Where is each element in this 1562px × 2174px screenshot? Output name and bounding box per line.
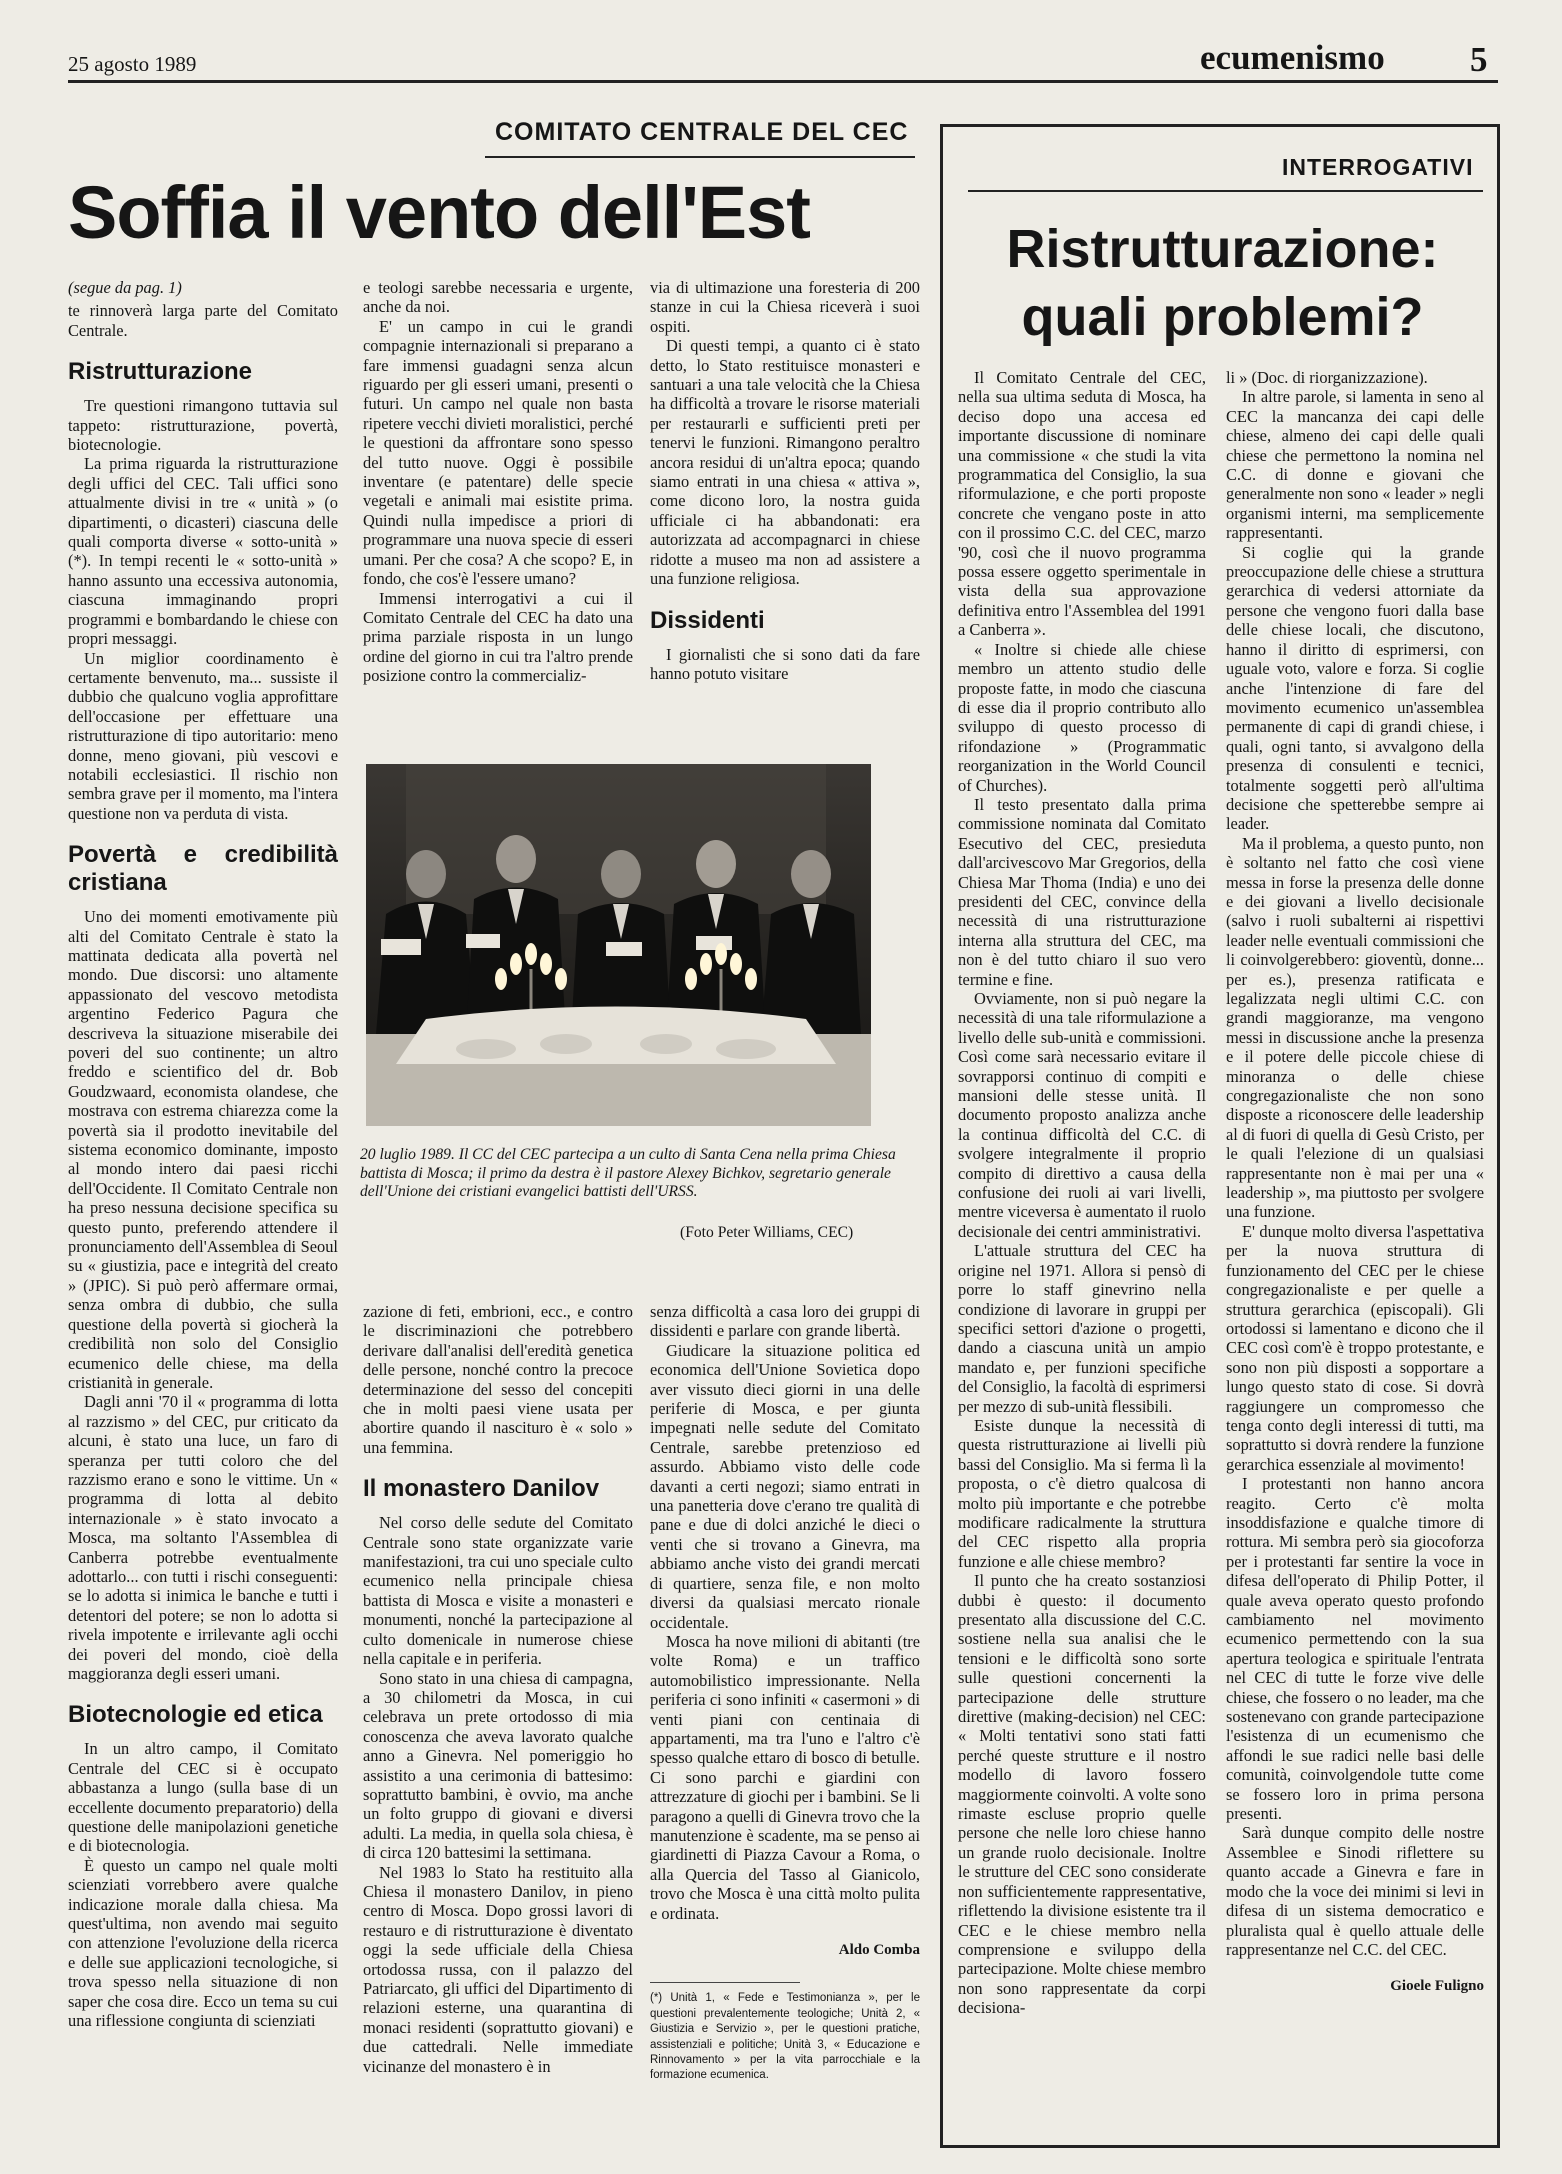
paragraph: La prima riguarda la ristrutturazione degli uffici del CEC. Tali uffici sono attualmente divisi in tre « unità » (o dipartimenti, o dicasteri) ciascuna delle quali comporta diverse « sotto-unità » (*). In tempi recenti le « sotto-unità » hanno assunto una eccessiva autonomia, ciascuna immaginando propri programmi e bombardando le chiese con propri messaggi. (68, 454, 338, 649)
paragraph: senza difficoltà a casa loro dei gruppi di dissidenti e parlare con grande libertà. (650, 1302, 920, 1341)
church-ceremony-photo (366, 764, 871, 1126)
paragraph: via di ultimazione una foresteria di 200 stanze in cui la Chiesa riceverà i suoi ospiti. (650, 278, 920, 336)
paragraph: Giudicare la situazione politica ed economica dell'Unione Sovietica dopo aver vissuto dieci giorni in una delle periferie di Mosca, e per giunta impegnati nelle sedute del Comitato Centrale, sarebbe pretenzioso ed assurdo. Abbiamo visto delle code davanti a certi negozi; siamo entrati in una panetteria dove c'erano tre qualità di pane e due di dolci anziché le dieci o venti che si trovano a Ginevra, ma abbiamo anche visto dei grandi mercati di quartiere, senza file, e non molto diversi da qualsiasi mercato rionale occidentale. (650, 1340, 920, 1632)
paragraph: Sono stato in una chiesa di campagna, a 30 chilometri da Mosca, in cui celebrava un prete ortodosso di mia conoscenza che aveva lavorato qualche anno a Ginevra. Nel pomeriggio ho assistito a una cerimonia di battesimo: soprattutto bambini, è ovvio, ma anche un folto gruppo di giovani e diversi adulti. La media, in quella sola chiesa, è di circa 120 battesimi la settimana. (363, 1668, 633, 1863)
paragraph: Il testo presentato dalla prima commissione nominata dal Comitato Esecutivo del CEC, presieduta dall'arcivescovo Mar Gregorios, della Chiesa Mar Thoma (India) e uno dei presidenti del CEC, convince della necessità di una ristrutturazione interna alla struttura del CEC, ma non è del tutto chiaro il suo vero termine e fine. (958, 794, 1206, 989)
news-photo (366, 764, 871, 1126)
paragraph: È questo un campo nel quale molti scienziati vorrebbero avere qualche indicazione morale dalla chiesa. Ma quest'ultima, non avendo mai seguito con attenzione l'evoluzione della ricerca e delle sue applicazioni tecnologiche, si trova spesso nella situazione di non saper che cosa dire. Ecco un tema su cui una riflessione congiunta di scienziati (68, 1855, 338, 2031)
kicker-rule (485, 156, 915, 158)
page-number: 5 (1470, 40, 1488, 79)
paragraph: zazione di feti, embrioni, ecc., e contro le discriminazioni che potrebbero derivare dall'analisi dell'eredità genetica delle persone, nonché contro la precoce determinazione del sesso del concepiti che in molti paesi viene usata per abortire quando il nascituro è « solo » una femmina. (363, 1302, 633, 1457)
header-rule (68, 80, 1498, 83)
footnote: (*) Unità 1, « Fede e Testimonianza », per le questioni prevalentemente teologiche; Unità 2, « Giustizia e Servizio », per le questioni pratiche, assistenziali e politiche; Unità 3, « Educazione e Rinnovamento » per la vita parrocchiale e la formazione ecumenica. (650, 1992, 920, 2082)
sidebar-column-2 (1226, 368, 1484, 1997)
paragraph: Mosca ha nove milioni di abitanti (tre volte Roma) e un traffico automobilistico impressionante. Nella periferia ci sono infiniti « casermoni » di venti piani con centinaia di appartamenti, ma tra l'uno e l'altro c'è spesso qualche ettaro di bosco di betulle. Ci sono parchi e giardini con attrezzature di giochi per i bambini. Se li paragono a quelli di Ginevra trovo che la manutenzione è scadente, ma se penso ai giardinetti di Piazza Cavour a Roma, o alla Quercia del Tasso al Gianicolo, trovo che Mosca è una città molto pulita e ordinata. (650, 1631, 920, 1923)
paragraph: Ma il problema, a questo punto, non è soltanto nel fatto che così viene messa in forse la presenza delle donne e dei giovani a livello decisionale (salvo i ruoli subalterni ai rispettivi leader nelle eventuali commissioni che li coinvolgerebbero: gioventù, donne... per es.), presenza ratificata e legalizzata negli ultimi C.C. con grandi maggioranze, ma vengono messi in discussione anche la presenza e il potere delle piccole chiese di minoranza o delle chiese congregazionaliste che non sono disposte a riconoscere delle leadership al di fuori di quella di Gesù Cristo, per le quali l'elezione di un qualsiasi rappresentante non è mai per una « leadership », ma piuttosto per svolgere una funzione. (1226, 833, 1484, 1222)
subheading-ristrutturazione: Ristrutturazione (68, 358, 253, 386)
paragraph: L'attuale struttura del CEC ha origine nel 1971. Allora si pensò di porre lo staff ginevrino nella condizione di lavorare in gruppi per specifici settori d'azione o progetti, dando a ciascuna unità un ampio mandato e, per funzioni specifiche del Consiglio, la facoltà di esprimersi per mezzo di sub-unità flessibili. (958, 1241, 1206, 1416)
article-column-3-bottom (650, 1302, 920, 2084)
paragraph: Immensi interrogativi a cui il Comitato Centrale del CEC ha dato una prima parziale risposta in un lungo ordine del giorno in cui tra l'altro prende posizione contro la commercializ- (363, 588, 633, 686)
paragraph: te rinnoverà larga parte del Comitato Centrale. (68, 301, 338, 340)
subheading-poverta: Povertà e credibilità cristiana (68, 841, 338, 897)
paragraph: Nel 1983 lo Stato ha restituito alla Chiesa il monastero Danilov, in pieno centro di Mosca. Dopo grossi lavori di restauro e di ristrutturazione è diventato oggi la sede ufficiale della Chiesa ortodossa russa, con il palazzo del Patriarcato, gli uffici del Dipartimento di relazioni esterne, una quarantina di monaci residenti (soprattutto giovani) e due cattedrali. Nelle immediate vicinanze del monastero è in (363, 1862, 633, 2076)
paragraph: In altre parole, si lamenta in seno al CEC la mancanza dei capi delle chiese, almeno dei capi delle quali chiese che permettono la nomina nel C.C. di donne e giovani che generalmente non sono « leader » negli organismi interni, ma semplicemente rappresentanti. (1226, 387, 1484, 543)
paragraph: In un altro campo, il Comitato Centrale del CEC si è occupato abbastanza a lungo (sulla base di un eccellente documento preparatorio) della questione delle manipolazioni genetiche e di biotecnologia. (68, 1739, 338, 1856)
sidebar-title: Ristrutturazione: quali problemi? (1006, 219, 1439, 347)
subheading-danilov: Il monastero Danilov (363, 1475, 600, 1503)
article-column-2-bottom (363, 1302, 633, 2076)
photo-credit: (Foto Peter Williams, CEC) (680, 1224, 854, 1241)
paragraph: Esiste dunque la necessità di questa ristrutturazione ai livelli più bassi del Consiglio. Ma si ferma lì la proposta, o c'è dietro qualcosa di molto più importante e che potrebbe modificare radicalmente la struttura del CEC rispetto alla propria funzione e alle chiese membro? (958, 1415, 1206, 1571)
paragraph: Il Comitato Centrale del CEC, nella sua ultima seduta di Mosca, ha deciso dopo una accesa ed importante discussione di nominare una commissione « che studi la vita programmatica del Consiglio, la sua riformulazione, e che porti proposte concrete che vengano poste in atto con il prossimo C.C. del CEC, marzo '90, così che il nuovo programma possa essere oggetto sperimentale in vista della sua approvazione definitiva entro l'Assemblea del 1991 a Canberra ». (958, 368, 1206, 640)
section-name: ecumenismo (1200, 38, 1385, 77)
article-kicker: COMITATO CENTRALE DEL CEC (495, 118, 909, 146)
article-column-2-top (363, 278, 633, 686)
sidebar-kicker-rule (968, 190, 1483, 192)
paragraph: E' un campo in cui le grandi compagnie internazionali si preparano a fare immensi guadagni senza alcun riguardo per gli esseri umani, presenti o futuri. Un campo nel quale non basta ripetere vecchi divieti moralistici, perché le questioni da affrontare sono spesso del tutto nuove. Oggi è possibile inventare (e patentare) delle specie vegetali e animali mai esistite prima. Quindi nulla impedisce a priori di programmare una nuova specie di esseri umani. Per che cosa? A che scopo? E, in fondo, che cos'è l'essere umano? (363, 316, 633, 589)
sidebar-column-1 (958, 368, 1206, 2018)
sidebar-kicker: INTERROGATIVI (1282, 154, 1474, 180)
paragraph: Sarà dunque compito delle nostre Assemblee e Sinodi riflettere su quanto accade a Ginevra e fare in modo che la voce dei minimi si levi in difesa di un sistema democratico e pluralista qual è quello attuale delle rappresentanze nel C.C. del CEC. (1226, 1823, 1484, 1959)
paragraph: Uno dei momenti emotivamente più alti del Comitato Centrale è stato la mattinata dedicata alla povertà nel mondo. Due discorsi: uno altamente appassionato del vescovo metodista argentino Federico Pagura che descriveva la situazione miserabile dei poveri del suo continente; un altro freddo e scientifico del dr. Bob Goudzwaard, economista olandese, che mostrava con estrema chiarezza come la povertà sia il prodotto inevitabile del sistema economico dominante, imposto al mondo intero dai paesi ricchi dell'Occidente. Il Comitato Centrale non ha preso nessuna decisione specifica su questo punto, preferendo attendere il pronunciamento dell'Assemblea di Seoul su « giustizia, pace e integrità del creato » (JPIC). Si può però affermare ormai, senza ombra di dubbio, che sulla questione della povertà si giocherà la credibilità non solo del Consiglio ecumenico delle chiese, ma della cristianità in generale. (68, 907, 338, 1392)
paragraph: Si coglie qui la grande preoccupazione delle chiese a struttura gerarchica di vedersi attorniate da persone che vengono fuori dalla base delle chiese locali, che discutono, hanno il diritto di esprimersi, con uguale voto, valore e forza. Si coglie anche l'intenzione di fare del movimento ecumenico un'assemblea permanente di capi di grandi chiese, i quali, ogni tanto, si avvalgono della presenza di consulenti e tecnici, totalmente soggetti però all'ultima decisione che spetterebbe sempre ai leader. (1226, 542, 1484, 834)
paragraph: Nel corso delle sedute del Comitato Centrale sono state organizzate varie manifestazioni, tra cui uno speciale culto ecumenico nella principale chiesa battista di Mosca e visite a monasteri e monumenti, nonché la partecipazione al culto domenicale in numerose chiese nella capitale e in periferia. (363, 1513, 633, 1669)
article-headline: Soffia il vento dell'Est (68, 171, 810, 254)
footnote-rule (650, 1982, 800, 1983)
sidebar-author-byline: Gioele Fuligno (1390, 1978, 1484, 1995)
paragraph: I protestanti non hanno ancora reagito. Certo c'è molta insoddisfazione e qualche timore di rottura. Mi sembra però sia giocoforza per i protestanti far sentire la voce in difesa dell'operato di Philip Potter, il quale aveva operato questo profondo cambiamento nel movimento ecumenico permettendo con la sua apertura teologica e spirituale l'entrata nel CEC di tutte le forze vive delle chiese, che fossero o no leader, ma che sostenevano con grande partecipazione l'esistenza di un ecumenismo che affondi le sue radici nelle basi delle comunità, coinvolgendole tutte come se fossero loro in prima persona presenti. (1226, 1474, 1484, 1824)
paragraph: E' dunque molto diversa l'aspettativa per la nuova struttura di funzionamento del CEC per le chiese congregazionaliste e per quelle a struttura gerarchica (episcopali). Gli ortodossi si lamentano e dicono che il CEC così com'è è troppo protestante, e sono non più disposti a sopportare a lungo questo stato di cose. Si dovrà raggiungere un compromesso che tenga conto degli interessi di tutti, ma soprattutto si dovrà rendere la funzione gerarchica essenziale al movimento! (1226, 1221, 1484, 1474)
subheading-biotecnologie: Biotecnologie ed etica (68, 1701, 323, 1729)
continued-note: (segue da pag. 1) (68, 278, 182, 297)
article-column-3-top (650, 278, 920, 683)
article-column-1 (68, 278, 338, 2031)
paragraph: Il punto che ha creato sostanziosi dubbi è questo: il documento presentato alla discussione del C.C. sostiene nella sua analisi che le tensioni e le difficoltà sono sorte sulle questioni concernenti la partecipazione delle strutture direttive (making-decision) nel CEC: « Molti tentativi sono stati fatti perché queste strutture e il nostro modello di lavoro fossero maggiormente coinvolti. A volte sono rimaste escluse proprio quelle persone che nelle loro chiese hanno un grande ruolo decisionale. Inoltre le strutture del CEC sono considerate non sufficientemente rappresentative, riflettendo la divisione esistente tra il CEC e le chiese membro nella comprensione e sviluppo della partecipazione. Molte chiese membro non sono rappresentate da corpi decisiona- (958, 1571, 1206, 2018)
issue-date: 25 agosto 1989 (68, 52, 197, 76)
paragraph: li » (Doc. di riorganizzazione). (1226, 368, 1428, 387)
paragraph: Tre questioni rimangono tuttavia sul tappeto: ristrutturazione, povertà, biotecnologie. (68, 396, 338, 455)
paragraph: I giornalisti che si sono dati da fare hanno potuto visitare (650, 644, 920, 683)
paragraph: Dagli anni '70 il « programma di lotta al razzismo » del CEC, pur criticato da alcuni, è stato una luce, un faro di speranza per tutti coloro che del razzismo erano e sono le vittime. Un « programma di lotta al debito internazionale » è stato invocato a Mosca, ma soltanto l'Assemblea di Canberra potrebbe eventualmente adottarlo... con tutti i rischi conseguenti: se lo adotta si inimica le banche e tutti i detentori del potere; se non lo adotta si rivela impotente e irrilevante agli occhi dei poveri del mondo, cioè della maggioranza degli esseri umani. (68, 1392, 338, 1683)
photo-caption: 20 luglio 1989. Il CC del CEC partecipa a un culto di Santa Cena nella prima Chiesa battista di Mosca; il primo da destra è il pastore Alexey Bichkov, segretario generale dell'Unione dei cristiani evangelici battisti dell'URSS. (360, 1146, 896, 1201)
subheading-dissidenti: Dissidenti (650, 606, 765, 634)
paragraph: « Inoltre si chiede alle chiese membro un attento studio delle proposte fatte, in modo che ciascuna di esse dia il proprio contributo allo sviluppo di questo processo di rifondazione » (Programmatic reorganization in the World Council of Churches). (958, 639, 1206, 795)
author-byline: Aldo Comba (838, 1942, 920, 1958)
paragraph: e teologi sarebbe necessaria e urgente, anche da noi. (363, 278, 633, 317)
paragraph: Ovviamente, non si può negare la necessità di una tale riformulazione a livello delle sub-unità e commissioni. Così come sarà necessario evitare il sovrapporsi continuo di compiti e mansioni delle stesse unità. Il documento proposto analizza anche la continua difficoltà del C.C. di svolgere integralmente il proprio compito di direttivo a causa della confusione dei ruoli ai vari livelli, mentre viceversa è aumentato il ruolo decisionale dei centri amministrativi. (958, 989, 1206, 1241)
paragraph: Di questi tempi, a quanto ci è stato detto, lo Stato restituisce monasteri e santuari a una tale velocità che la Chiesa ha difficoltà a trovare le risorse materiali per restaurarli e sufficienti preti per tenervi le funzioni. Rimangono peraltro ancora residui di un'altra epoca; quando siamo entrati in una chiesa « attiva », come dicono loro, la nostra guida ufficiale ci ha abbandonati: era autorizzata ad accompagnarci in chiese ridotte a museo ma non ad assistere a una funzione religiosa. (650, 336, 920, 589)
paragraph: Un miglior coordinamento è certamente benvenuto, ma... sussiste il dubbio che qualcuno voglia approfittare dell'occasione per effettuare una ristrutturazione di tipo autoritario: meno donne, meno giovani, più vescovi e notabili ecclesiastici. Il rischio non sembra grave per il momento, ma l'intera questione non va perduta di vista. (68, 648, 338, 823)
